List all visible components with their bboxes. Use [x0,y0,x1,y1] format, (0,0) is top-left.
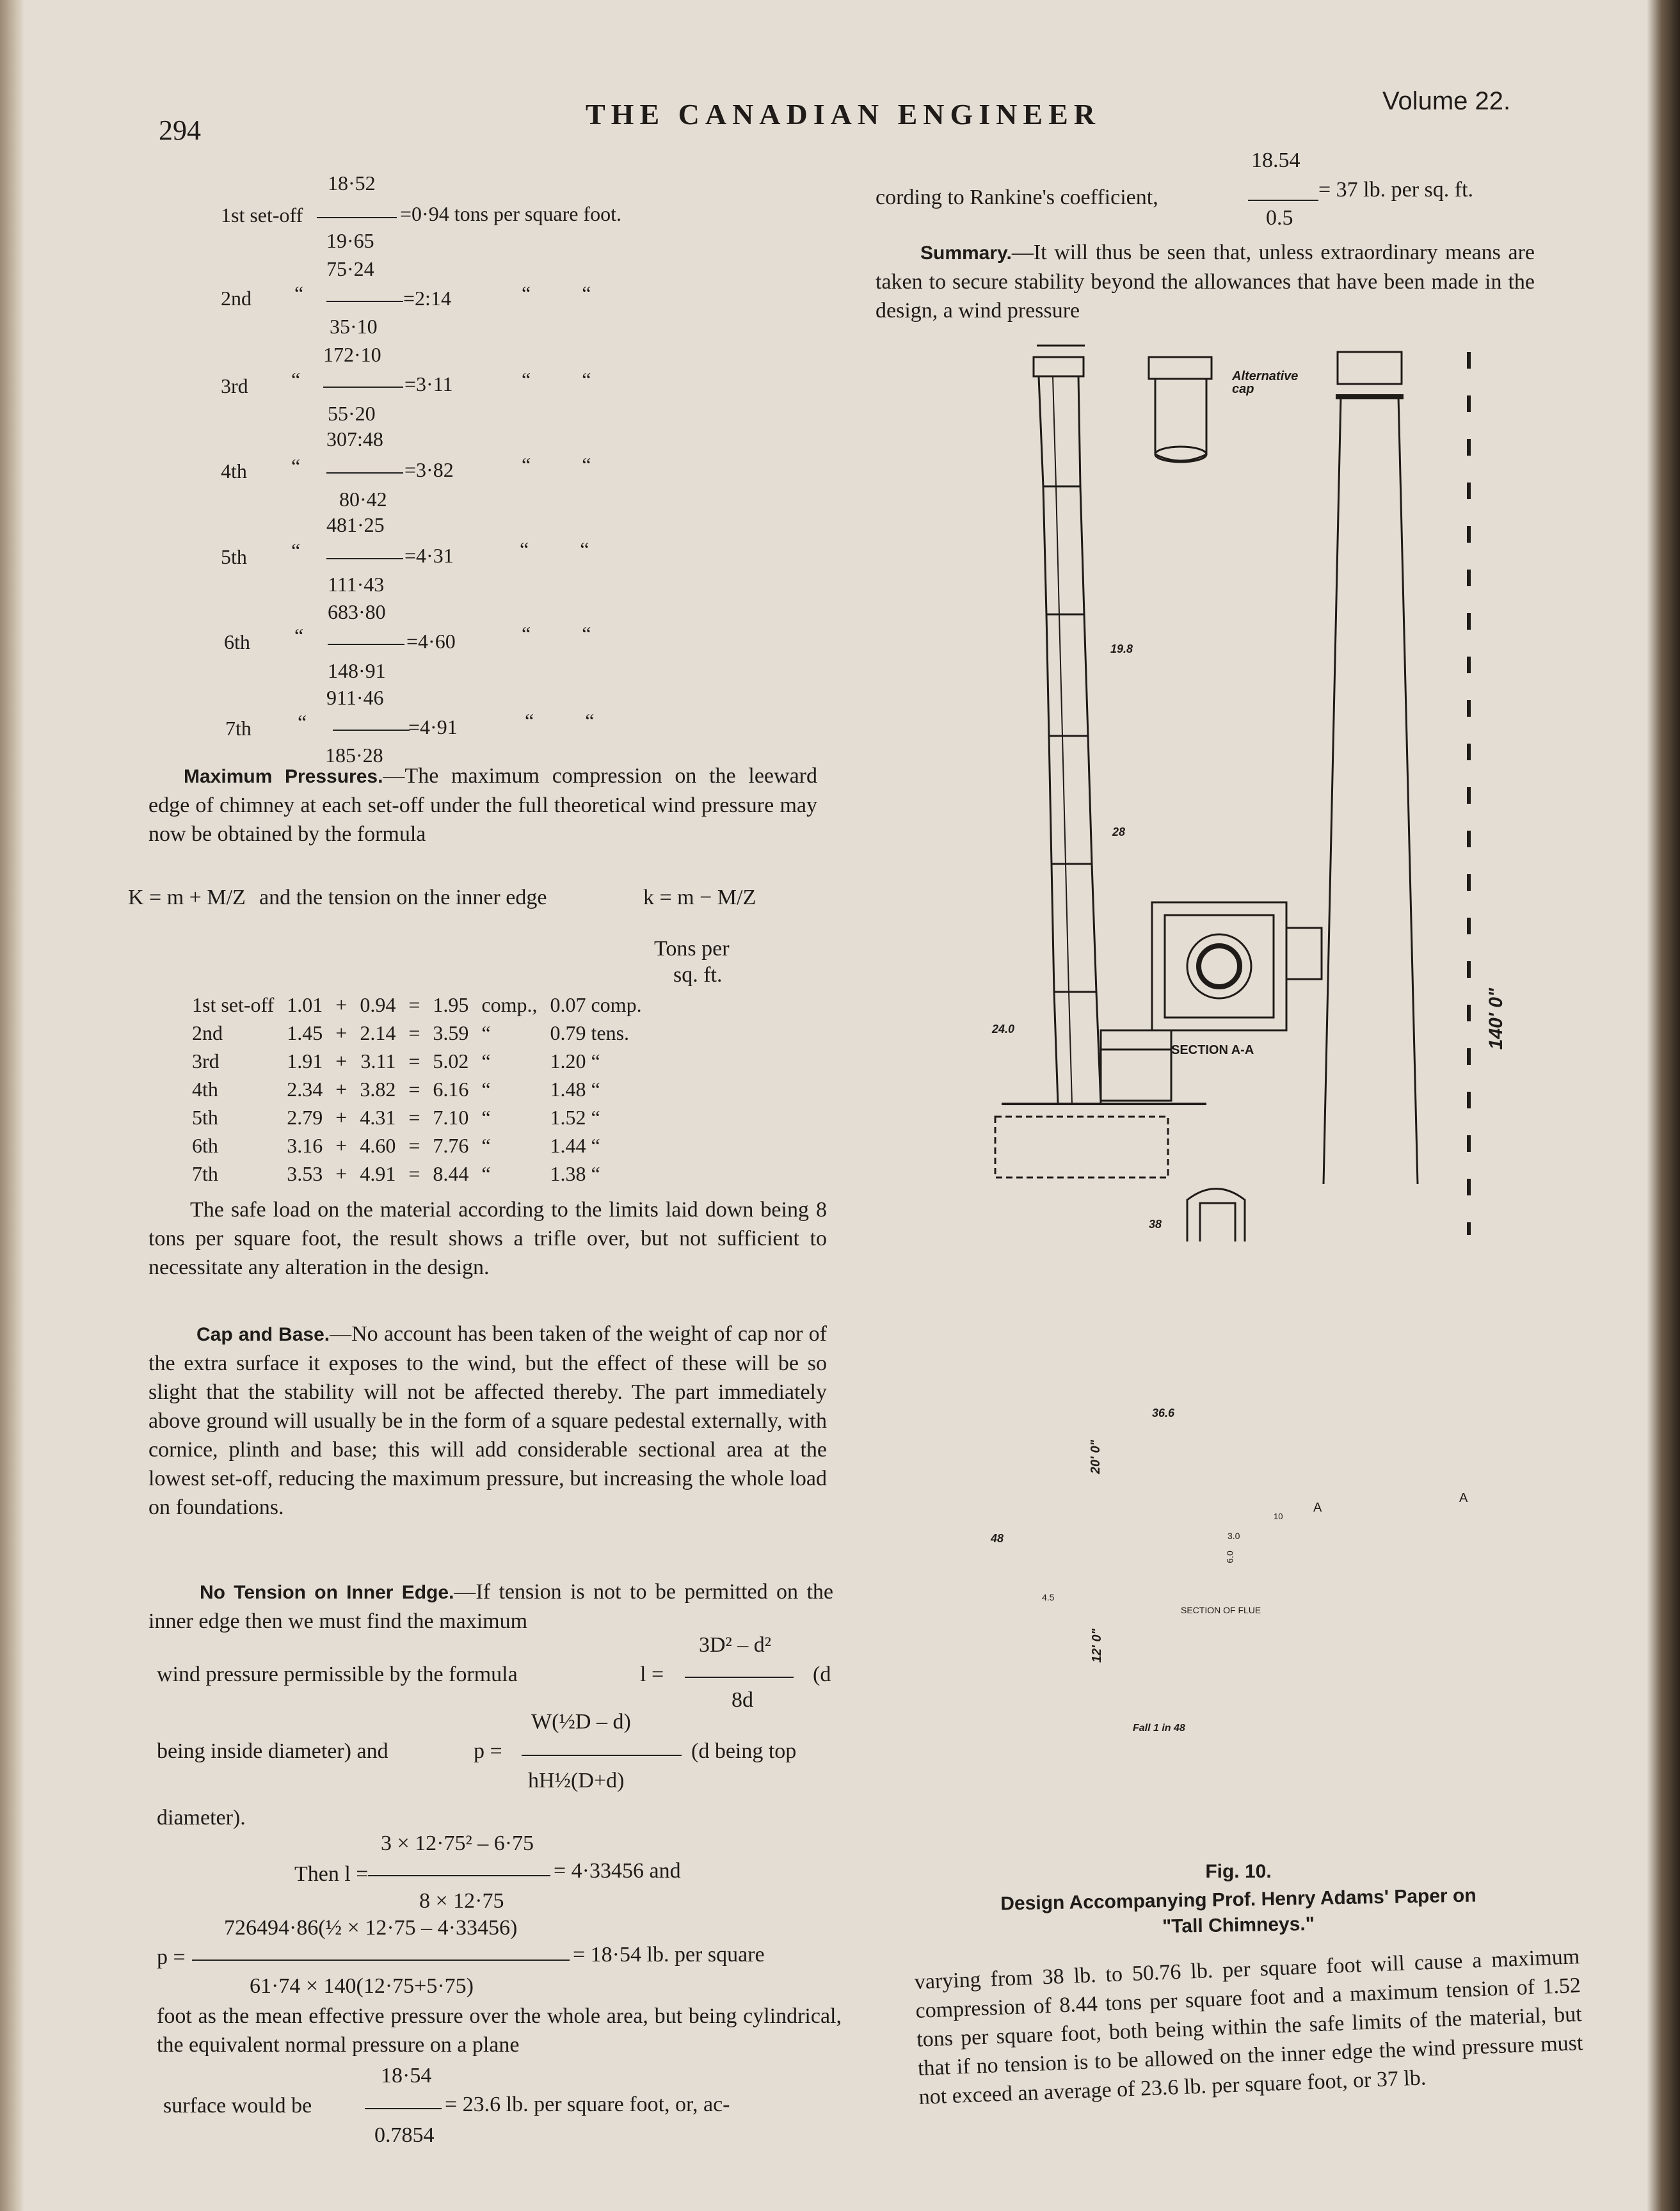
setoff-numerator: 172·10 [323,343,381,366]
ditto-mark: “ [291,454,301,477]
fraction-bar [326,558,403,559]
surface-label: surface would be [163,2094,312,2118]
setoff-result: =3·11 [404,372,453,395]
table-cell: 0.79 tens. [550,1021,630,1044]
no-tension-text: —If tension is not to be permitted on the inner edge then we must find the maximum [148,1580,833,1633]
unit-header-tons: Tons per [654,937,730,961]
chimney-cap-left [1034,357,1084,376]
label-19-8: 19.8 [1110,643,1133,655]
setoff-label: 5th [221,545,247,568]
p-formula-denominator: hH½(D+d) [528,1769,625,1792]
rankine-prefix: cording to Rankine's coefficient, [876,186,1158,209]
ditto-mark: “ [291,539,301,562]
table-cell: 4.91 [360,1161,396,1185]
no-tension-paragraph [148,1577,833,1636]
formula-K: K = m + M/Z [128,886,246,909]
label-section-aa: SECTION A-A [1171,1043,1254,1057]
ditto-mark: “ [294,282,304,305]
p2-denominator: 61·74 × 140(12·75+5·75) [250,1974,474,1998]
table-row [186,991,648,1019]
label-a-right: A [1459,1491,1468,1505]
fraction-bar [192,1960,570,1961]
table-cell: 2.34 [287,1077,323,1101]
setoff-result: =4·91 [408,715,458,738]
then-denominator: 8 × 12·75 [419,1889,504,1913]
fraction-bar [365,2108,442,2109]
alternative-cap [1149,357,1212,462]
table-cell: + [335,1021,348,1044]
setoff-label: 4th [221,459,247,483]
fraction-bar [323,387,403,388]
then-result: = 4·33456 and [554,1859,681,1883]
setoff-denominator: 148·91 [328,659,386,682]
table-cell: comp., [481,993,538,1016]
table-cell: 1.48 “ [550,1077,600,1101]
p-formula-label: p = [474,1739,502,1763]
table-cell: 3.11 [360,1049,396,1073]
cap-base-heading: Cap and Base. [196,1324,330,1345]
summary-text: —It will thus be seen that, unless extraordinary means are taken to secure stability beyond the allowances that have been made in the design, a wind pressure [876,241,1535,323]
table-cell: “ [481,1077,491,1101]
label-6-0: 6.0 [1224,1551,1235,1563]
table-cell: 1.91 [287,1049,323,1073]
inside-diameter-line: being inside diameter) and [157,1739,388,1763]
section-of-flue [1187,1189,1245,1242]
label-height: 140' 0" [1485,987,1507,1050]
table-row [186,1047,648,1075]
table-cell: 3.16 [287,1133,323,1157]
setoff-numerator: 75·24 [326,257,374,280]
table-row [186,1160,648,1188]
ditto-marks: “ “ [522,368,591,391]
table-cell: + [335,1105,348,1129]
cap-base-paragraph [148,1320,827,1522]
rankine-numerator: 18.54 [1251,148,1300,172]
table-cell: = [408,1049,420,1073]
l-formula-denominator: 8d [732,1688,753,1712]
p-formula-numerator: W(½D – d) [531,1710,631,1734]
ditto-mark: “ [294,624,304,647]
ditto-marks: “ “ [522,622,591,645]
table-cell: 1.95 [433,993,469,1016]
table-cell: 1.45 [287,1021,323,1044]
table-cell: 3.53 [287,1161,323,1185]
alternative-cap-label: Alternative cap [1232,369,1299,396]
page-binding-edge [0,0,24,2211]
fraction-bar [317,217,397,218]
fraction-bar [333,730,410,731]
table-row [186,1019,648,1047]
label-12-0: 12' 0" [1090,1628,1105,1663]
ditto-marks: “ “ [522,282,591,305]
fraction-bar [1248,200,1318,201]
label-28: 28 [1112,826,1126,838]
d-note: (d [813,1663,831,1686]
p2-result: = 18·54 lb. per square [573,1943,765,1967]
max-pressures-paragraph [148,762,817,849]
setoff-result: =0·94 tons per square foot. [400,202,621,225]
table-cell: 2.14 [360,1021,396,1044]
table-cell: “ [481,1021,491,1044]
figure-caption-line2: "Tall Chimneys." [1162,1913,1315,1938]
setoff-numerator: 307:48 [326,427,383,451]
p2-numerator: 726494·86(½ × 12·75 – 4·33456) [224,1916,518,1940]
formula-k: k = m − M/Z [643,886,756,909]
mean-pressure-paragraph: foot as the mean effective pressure over the whole area, but being cylindrical, the equivalent normal pressure on a plane [157,2004,842,2057]
label-section-of-flue: SECTION OF FLUE [1181,1605,1261,1615]
setoff-label: 3rd [221,374,248,397]
table-cell: “ [481,1049,491,1073]
table-cell: 0.94 [360,993,396,1016]
table-cell: 6th [192,1133,218,1157]
table-cell: 6.16 [433,1077,469,1101]
table-cell: 0.07 comp. [550,993,642,1016]
table-cell: 8.44 [433,1161,469,1185]
diameter-line: diameter). [157,1806,246,1830]
setoff-denominator: 19·65 [326,229,374,252]
setoff-numerator: 18·52 [328,172,376,195]
max-pressures-text: —The maximum compression on the leeward edge of chimney at each set-off under the full theoretical wind pressure may now be obtained by the formula [148,764,817,846]
setoff-denominator: 185·28 [325,744,383,767]
label-10: 10 [1274,1512,1283,1521]
wind-pressure-line: wind pressure permissible by the formula [157,1663,518,1686]
cap-base-text: —No account has been taken of the weight of cap nor of the extra surface it exposes to the wind, but the effect of these will be so slight that the stability will not be affected thereby. The part immediately above ground will usually be in the form of a square pedestal externally, with cornice, plinth and base; this will add considerable sectional area at the lowest set-off, reducing the maximum pressure, but increasing the whole load on foundations. [148,1322,827,1519]
setoff-denominator: 35·10 [330,315,378,338]
table-cell: 4.60 [360,1133,396,1157]
table-cell: 1.20 “ [550,1049,600,1073]
table-cell: “ [481,1133,491,1157]
ditto-marks: “ “ [522,453,591,476]
table-cell: “ [481,1105,491,1129]
no-tension-heading: No Tension on Inner Edge. [200,1582,454,1603]
setoff-result: =2:14 [403,287,451,310]
table-cell: = [408,1021,420,1044]
table-cell: + [335,1161,348,1185]
table-cell: 7.76 [433,1133,469,1157]
setoff-numerator: 911·46 [326,686,384,709]
journal-title: THE CANADIAN ENGINEER [586,98,1101,131]
l-formula-label: l = [640,1663,664,1686]
table-cell: 3.59 [433,1021,469,1044]
ditto-marks: “ “ [520,538,589,561]
volume-label: Volume 22. [1382,87,1511,115]
table-cell: 5th [192,1105,218,1129]
summary-heading: Summary. [920,243,1012,264]
label-24-0: 24.0 [992,1023,1015,1035]
table-cell: 2.79 [287,1105,323,1129]
setoff-numerator: 481·25 [326,513,385,536]
table-cell: 3rd [192,1049,220,1073]
pressure-table [186,991,648,1188]
table-cell: 4th [192,1077,218,1101]
page-number: 294 [159,115,201,146]
label-36-6: 36.6 [1152,1407,1175,1419]
table-cell: = [408,993,420,1016]
label-3-0: 3.0 [1228,1531,1240,1541]
then-label: Then l = [294,1862,369,1886]
setoff-label: 2nd [221,287,252,310]
table-cell: + [335,993,348,1016]
table-row [186,1131,648,1160]
formula-connector: and the tension on the inner edge [259,886,547,909]
fraction-bar [326,301,403,302]
ditto-mark: “ [291,368,301,391]
setoff-result: =3·82 [404,458,454,481]
table-cell: + [335,1077,348,1101]
table-cell: 1.38 “ [550,1161,600,1185]
table-cell: 4.31 [360,1105,396,1129]
p-note: (d being top [691,1739,797,1763]
table-cell: + [335,1133,348,1157]
summary-paragraph [876,238,1535,325]
table-cell: 2nd [192,1021,223,1044]
table-cell: 1.44 “ [550,1133,600,1157]
setoff-result: =4·31 [404,544,454,567]
table-cell: = [408,1161,420,1185]
setoff-label: 1st set-off [221,204,303,227]
label-fall: Fall 1 in 48 [1133,1723,1185,1734]
rankine-result: = 37 lb. per sq. ft. [1318,178,1474,202]
table-row [186,1075,648,1103]
setoff-numerator: 683·80 [328,600,386,623]
surface-numerator: 18·54 [381,2064,432,2087]
label-38: 38 [1149,1218,1162,1231]
right-chimney-elevation [1324,352,1418,1184]
l-formula-numerator: 3D² – d² [699,1633,771,1657]
table-cell: = [408,1077,420,1101]
fraction-bar [326,472,403,474]
label-48: 48 [991,1532,1004,1545]
table-cell: + [335,1049,348,1073]
label-20-0: 20' 0" [1089,1439,1103,1474]
setoff-denominator: 55·20 [328,402,376,425]
setoff-label: 6th [224,630,250,653]
table-cell: 7th [192,1161,218,1185]
setoff-denominator: 111·43 [328,573,385,596]
table-cell: 7.10 [433,1105,469,1129]
rankine-denominator: 0.5 [1266,206,1293,230]
section-aa [1152,902,1322,1030]
unit-header-sqft: sq. ft. [673,963,723,987]
closing-paragraph: varying from 38 lb. to 50.76 lb. per square foot will cause a maximum compression of 8.44 tons per square foot and a maximum tension of 1.52 tons per square foot, both being within the safe limits of the material, but that if no tension is to be allowed on the inner edge the wind pressure must not exceed an average of 23.6 lb. per square foot, or 37 lb. [914,1945,1583,2109]
fraction-bar [368,1875,550,1876]
figure-number: Fig. 10. [1205,1861,1272,1882]
table-cell: “ [481,1161,491,1185]
table-cell: 5.02 [433,1049,469,1073]
table-cell: 3.82 [360,1077,396,1101]
fraction-bar [685,1677,794,1678]
then-numerator: 3 × 12·75² – 6·75 [381,1832,534,1855]
safe-load-paragraph: The safe load on the material according to the limits laid down being 8 tons per square foot, the result shows a trifle over, but not sufficient to necessitate any alteration in the design. [148,1198,827,1279]
ditto-marks: “ “ [525,709,595,732]
table-cell: = [408,1133,420,1157]
figure-caption-line1: Design Accompanying Prof. Henry Adams' Paper on [1000,1885,1476,1915]
table-row [186,1103,648,1131]
surface-denominator: 0.7854 [374,2123,435,2147]
chimney-figure [957,339,1494,1241]
p2-label: p = [157,1945,186,1969]
table-cell: 1.52 “ [550,1105,600,1129]
setoff-denominator: 80·42 [339,488,387,511]
fraction-bar [328,644,404,645]
table-cell: 1.01 [287,993,323,1016]
fraction-bar [522,1755,682,1756]
ditto-mark: “ [298,710,307,733]
label-4-5: 4.5 [1042,1592,1055,1602]
label-a-left: A [1313,1501,1322,1515]
setoff-label: 7th [225,717,252,740]
table-cell: = [408,1105,420,1129]
table-cell: 1st set-off [192,993,275,1016]
setoff-result: =4·60 [406,630,456,653]
surface-result: = 23.6 lb. per square foot, or, ac- [445,2093,730,2116]
page-right-edge [1647,0,1680,2211]
max-pressures-heading: Maximum Pressures. [184,766,383,787]
